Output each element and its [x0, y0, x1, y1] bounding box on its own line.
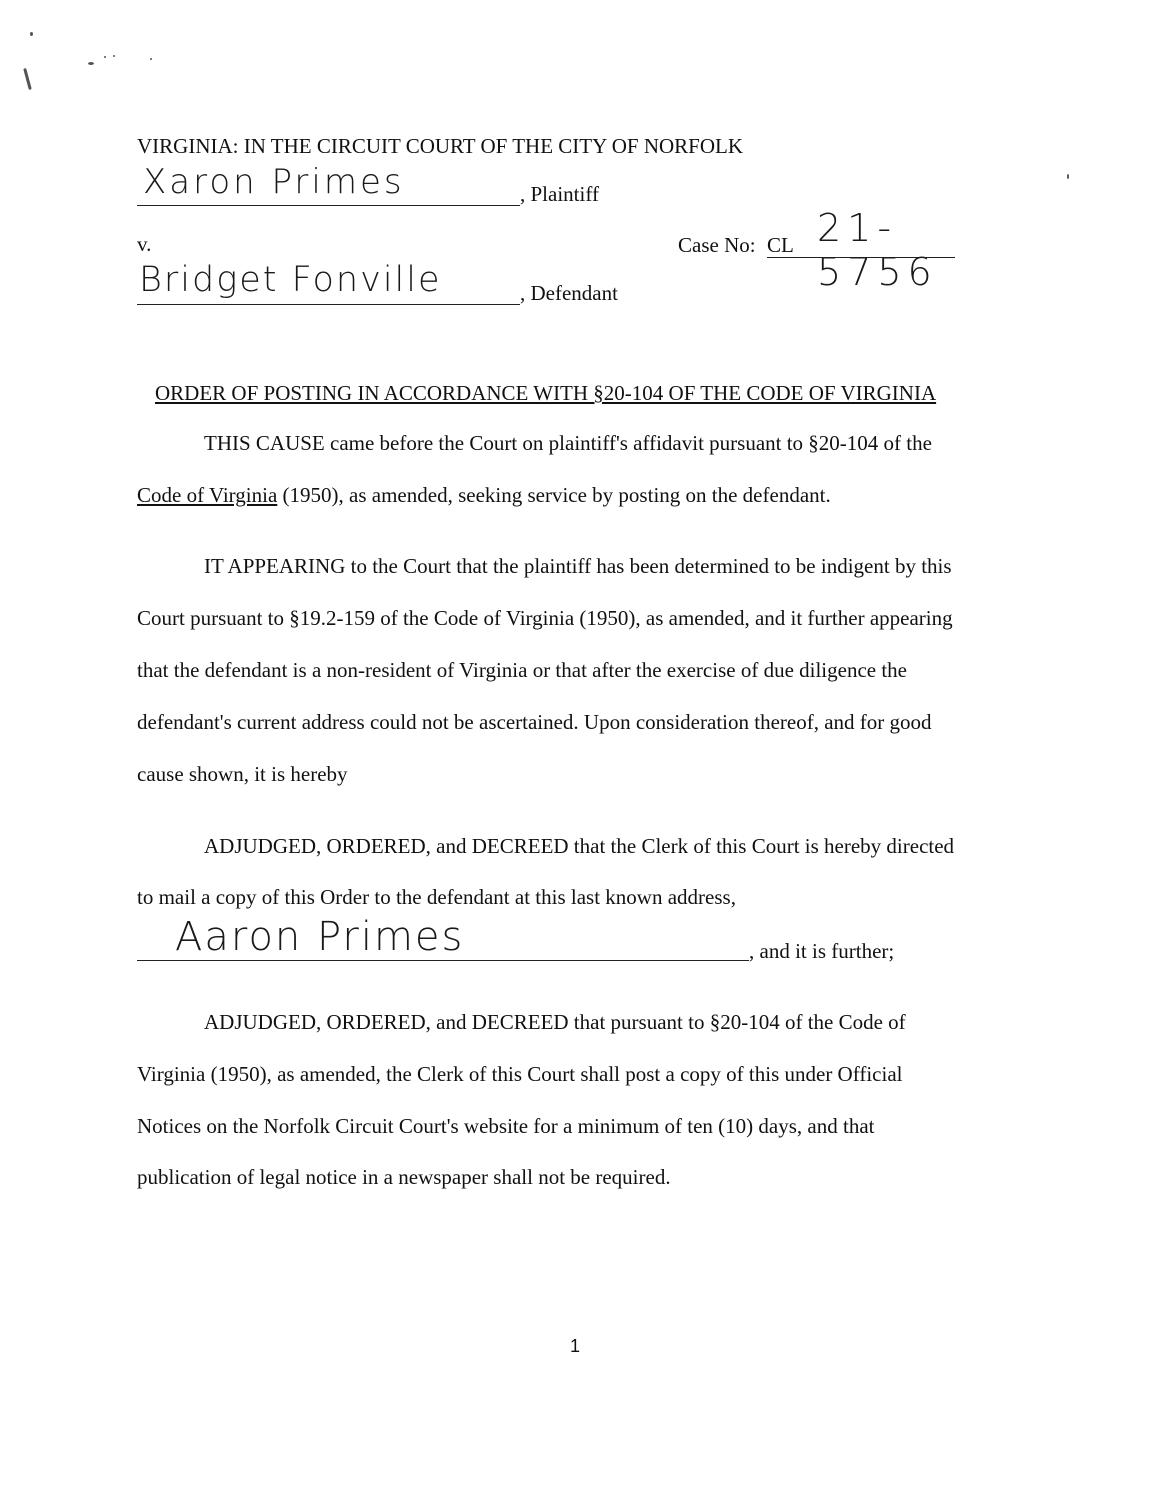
plaintiff-signature-line: [137, 158, 520, 206]
address-signature-line: [137, 912, 749, 961]
court-heading: VIRGINIA: IN THE CIRCUIT COURT OF THE CITY OF NORFOLK: [137, 134, 744, 158]
defendant-handwritten-name: Bridget Fonville: [139, 260, 442, 300]
order-title: ORDER OF POSTING IN ACCORDANCE WITH §20-104 OF THE CODE OF VIRGINIA: [155, 381, 937, 405]
code-of-virginia-reference: Code of Virginia: [137, 483, 278, 507]
scan-speck: [150, 58, 152, 60]
versus: v.: [137, 232, 152, 256]
paragraph-2-line-4: defendant's current address could not be ascertained. Upon consideration thereof, and for good: [137, 710, 932, 734]
scan-speck: [1067, 174, 1069, 179]
paragraph-1-line-1: THIS CAUSE came before the Court on plaintiff's affidavit pursuant to §20-104 of the: [204, 431, 932, 455]
address-handwritten-name: Aaron Primes: [175, 914, 465, 960]
paragraph-3-line-1: ADJUDGED, ORDERED, and DECREED that the Clerk of this Court is hereby directed: [204, 834, 955, 858]
case-number-handwritten: 21-5756: [817, 206, 938, 294]
paragraph-4-line-4: publication of legal notice in a newspaper shall not be required.: [137, 1165, 671, 1189]
paragraph-4-line-3: Notices on the Norfolk Circuit Court's website for a minimum of ten (10) days, and that: [137, 1114, 875, 1138]
case-number-field: [767, 206, 955, 294]
paragraph-1-line-2-rest: (1950), as amended, seeking service by posting on the defendant.: [277, 483, 831, 507]
paragraph-4-line-1: ADJUDGED, ORDERED, and DECREED that pursuant to §20-104 of the Code of: [204, 1010, 906, 1034]
page-number: 1: [570, 1336, 581, 1356]
plaintiff-label: , Plaintiff: [520, 182, 599, 206]
paragraph-2-line-1: IT APPEARING to the Court that the plaintiff has been determined to be indigent by this: [204, 554, 952, 578]
plaintiff-handwritten-name: Xaron Primes: [143, 162, 405, 202]
case-number-prefix: CL: [767, 233, 794, 257]
paragraph-3-line-2: to mail a copy of this Order to the defendant at this last known address,: [137, 885, 736, 909]
case-number-label: Case No:: [678, 233, 756, 257]
paragraph-4-line-2: Virginia (1950), as amended, the Clerk of this Court shall post a copy of this under Official: [137, 1062, 903, 1086]
scan-speck: [23, 68, 32, 90]
paragraph-2-line-5: cause shown, it is hereby: [137, 762, 348, 786]
paragraph-2-line-2: Court pursuant to §19.2-159 of the Code of Virginia (1950), as amended, and it further appearing: [137, 606, 953, 630]
scan-speck: [30, 32, 33, 36]
scan-speck: [104, 56, 106, 58]
defendant-label: , Defendant: [520, 281, 618, 305]
paragraph-3-line-3-end: , and it is further;: [749, 939, 895, 963]
scan-speck: [88, 62, 94, 65]
defendant-signature-line: [137, 254, 520, 305]
paragraph-1-line-2: [137, 482, 831, 508]
scan-speck: [113, 55, 115, 57]
paragraph-2-line-3: that the defendant is a non-resident of Virginia or that after the exercise of due diligence the: [137, 658, 908, 682]
